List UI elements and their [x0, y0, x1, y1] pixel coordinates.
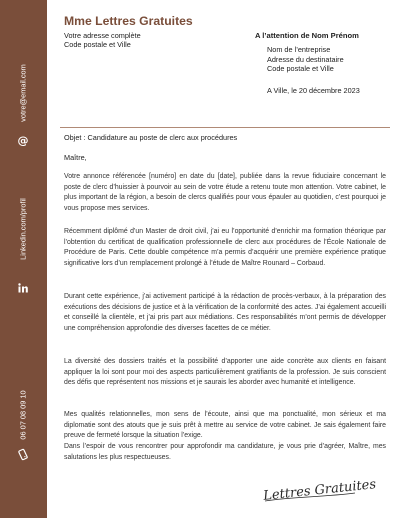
sender-name: Mme Lettres Gratuites: [64, 14, 193, 28]
header-divider: [60, 127, 390, 128]
recipient-address: Adresse du destinataire: [267, 55, 344, 64]
signature-image: [255, 468, 377, 508]
sender-city: Code postale et Ville: [64, 40, 131, 49]
recipient-attention: A l’attention de Nom Prénom: [255, 31, 359, 40]
recipient-company: Nom de l’entreprise: [267, 45, 331, 54]
letter-subject: Objet : Candidature au poste de clerc aux procédures: [64, 133, 238, 142]
phone-icon: [18, 447, 29, 465]
svg-text:@: @: [17, 134, 29, 148]
linkedin-icon: [18, 280, 28, 298]
letter-paragraph-1: Votre annonce référencée [numéro] en date du [date], publiée dans la revue fiduciaire concernant le poste de clerc d’huissier à pourvoir au sein de votre étude a retenu toute mon attention. Votre cabinet, le plus important de la région, a besoin de clercs qualifiés pour vous épauler au quotidien, c’est pourquoi je vous propose mes services.: [64, 173, 386, 212]
contact-sidebar: [0, 0, 47, 518]
sidebar-linkedin[interactable]: Linkedin.com/profil: [18, 198, 28, 260]
letter-paragraph-5: Mes qualités relationnelles, mon sens de l’écoute, ainsi que ma ponctualité, mon sérieux et ma diplomatie sont des atouts que je suis prêt à mettre au service de votre cabinet. Je sais également faire preuve de fermeté lorsque la situation l’exige.: [64, 411, 386, 440]
letter-date: A Ville, le 20 décembre 2023: [267, 86, 360, 95]
recipient-city: Code postale et Ville: [267, 64, 334, 73]
sidebar-email[interactable]: votre@email.com: [18, 64, 28, 122]
signature-text: Lettres Gratuites: [262, 477, 377, 504]
letter-salutation: Maître,: [64, 153, 87, 162]
letter-paragraph-6: Dans l’espoir de vous rencontrer pour approfondir ma candidature, je vous prie d’agréer, Maître, mes salutations les plus respectueuses.: [64, 443, 386, 461]
sidebar-phone[interactable]: 06 07 08 09 10: [18, 390, 28, 440]
letter-paragraph-2: Récemment diplômé d’un Master de droit civil, j’ai eu l’opportunité d’enrichir ma formation théorique par l’obtention du certificat de qualification professionnelle de clerc aux procédures de l’École Nationale de Procédure de Paris. Cette double compétence m’a permis d’acquérir une première expérience pratique significative lors d’un remplacement prolongé à l’étude de Maître Rounard – Corbaud.: [64, 228, 386, 267]
at-sign-icon: [18, 133, 29, 151]
letter-paragraph-4: La diversité des dossiers traités et la possibilité d’apporter une aide concrète aux clients en faisant appliquer la loi sont pour moi des aspects particulièrement gratifiants de la profession. Je suis conscient des défis que représentent nos missions et je saurais les aborder avec humanité et intelligence.: [64, 358, 386, 387]
sender-address: Votre adresse complète: [64, 31, 141, 40]
letter-paragraph-3: Durant cette expérience, j’ai activement participé à la rédaction de procès-verbaux, à la préparation des exécutions des décisions de justice et à la vérification de la conformité des actes. J’ai également accueilli et conseillé la clientèle, et j’ai pris part aux médiations. Ces responsabilités m’ont permis de développer une compréhension approfondie des diverses facettes de ce métier.: [64, 293, 386, 332]
